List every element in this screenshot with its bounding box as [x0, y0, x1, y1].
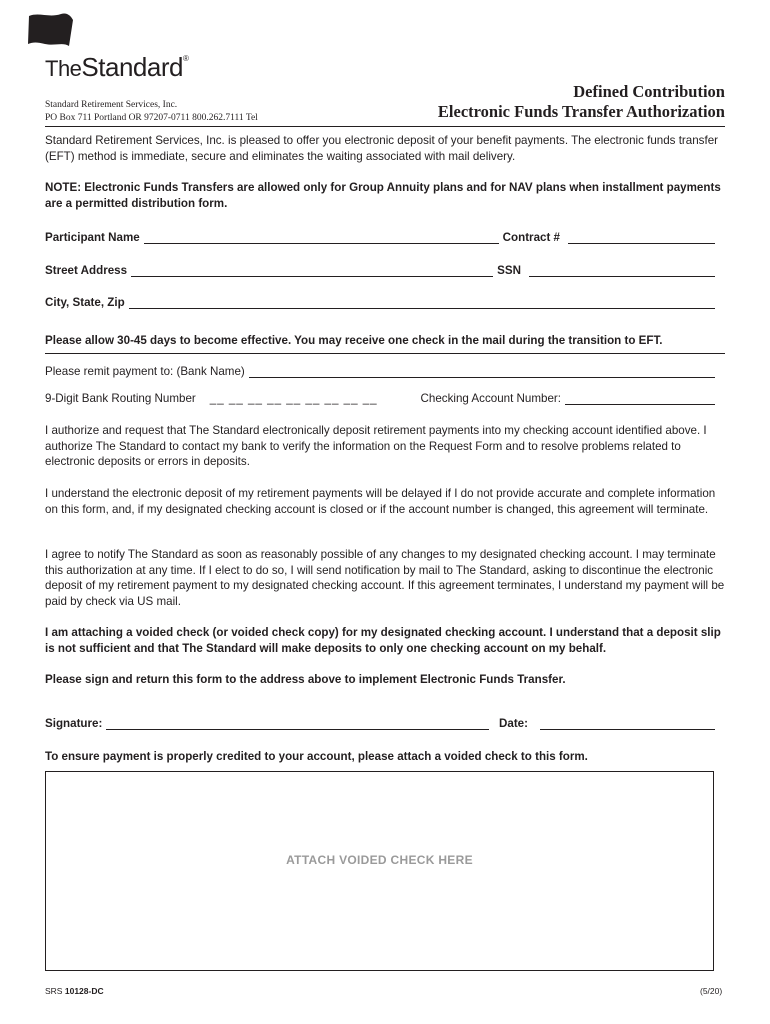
sign-return-text: Please sign and return this form to the address above to implement Electronic Funds Transfer.	[45, 673, 566, 686]
authorize-text: I authorize and request that The Standard electronically deposit retirement payments into my checking account identified above. I authorize The Standard to contact my bank to verify the information on the Request Form and to resolve problems related to electronic deposits or errors in deposits.	[45, 424, 707, 468]
agree-text: I agree to notify The Standard as soon as reasonably possible of any changes to my designated checking account. I may terminate this authorization at any time. If I elect to do so, I will send notification by mail to The Standard, asking to discontinue the electronic deposit of my retirement payment to my designated checking account. If this agreement terminates, I understand my payment will be paid by check via US mail.	[45, 548, 725, 608]
routing-number-field[interactable]: __ __ __ __ __ __ __ __ __	[209, 392, 378, 405]
bank-name-label: Please remit payment to: (Bank Name)	[45, 365, 245, 378]
bank-name-row	[45, 365, 715, 378]
attaching-text: I am attaching a voided check (or voided check copy) for my designated checking account. I understand that a deposit slip is not sufficient and that The Standard will make deposits to only one checking account on my behalf.	[45, 626, 721, 655]
intro-text: Standard Retirement Services, Inc. is pleased to offer you electronic deposit of your benefit payments. The electronic funds transfer (EFT) method is immediate, secure and eliminates the waiting associated with mail delivery.	[45, 134, 719, 163]
city-row	[45, 296, 715, 309]
company-address: PO Box 711 Portland OR 97207-0711 800.262.7111 Tel	[45, 113, 258, 123]
address-row	[45, 264, 715, 277]
contract-field[interactable]	[568, 231, 715, 244]
street-address-label: Street Address	[45, 264, 128, 277]
voided-check-box-label: ATTACH VOIDED CHECK HERE	[286, 853, 473, 867]
participant-row	[45, 231, 715, 244]
ssn-label: SSN	[497, 264, 521, 277]
date-field[interactable]	[540, 717, 715, 730]
bank-name-field[interactable]	[249, 365, 715, 378]
city-state-zip-label: City, State, Zip	[45, 296, 125, 309]
participant-name-label: Participant Name	[45, 231, 140, 244]
city-state-zip-field[interactable]	[129, 296, 715, 309]
company-name: Standard Retirement Services, Inc.	[45, 100, 178, 110]
flag-logo-icon	[27, 12, 75, 48]
checking-account-label: Checking Account Number:	[420, 392, 561, 405]
understand-text: I understand the electronic deposit of my retirement payments will be delayed if I do not provide accurate and complete information on this form, and, if my designated checking account is closed or if the account number is changed, this agreement will terminate.	[45, 487, 716, 516]
checking-account-field[interactable]	[565, 392, 715, 405]
allow-notice: Please allow 30-45 days to become effective. You may receive one check in the mail during the transition to EFT.	[45, 334, 663, 347]
form-title-line1: Defined Contribution	[573, 82, 725, 101]
ensure-text: To ensure payment is properly credited to your account, please attach a voided check to this form.	[45, 750, 588, 763]
revision-date: (5/20)	[700, 986, 723, 996]
participant-name-field[interactable]	[144, 231, 499, 244]
routing-row	[45, 392, 715, 405]
routing-label: 9-Digit Bank Routing Number	[45, 392, 196, 405]
form-title-line2: Electronic Funds Transfer Authorization	[437, 102, 725, 121]
note-text: NOTE: Electronic Funds Transfers are allowed only for Group Annuity plans and for NAV plans when installment payments are a permitted distribution form.	[45, 181, 721, 210]
header-divider	[45, 126, 725, 127]
ssn-field[interactable]	[529, 264, 715, 277]
company-logo: TheStandard®	[45, 52, 189, 82]
signature-label: Signature:	[45, 717, 103, 730]
form-number: SRS 10128-DC	[45, 986, 104, 996]
signature-field[interactable]	[106, 717, 489, 730]
signature-row	[45, 717, 715, 730]
notice-divider	[45, 353, 725, 354]
contract-label: Contract #	[502, 231, 560, 244]
voided-check-box[interactable]	[45, 771, 714, 971]
street-address-field[interactable]	[131, 264, 493, 277]
date-label: Date:	[499, 717, 528, 730]
